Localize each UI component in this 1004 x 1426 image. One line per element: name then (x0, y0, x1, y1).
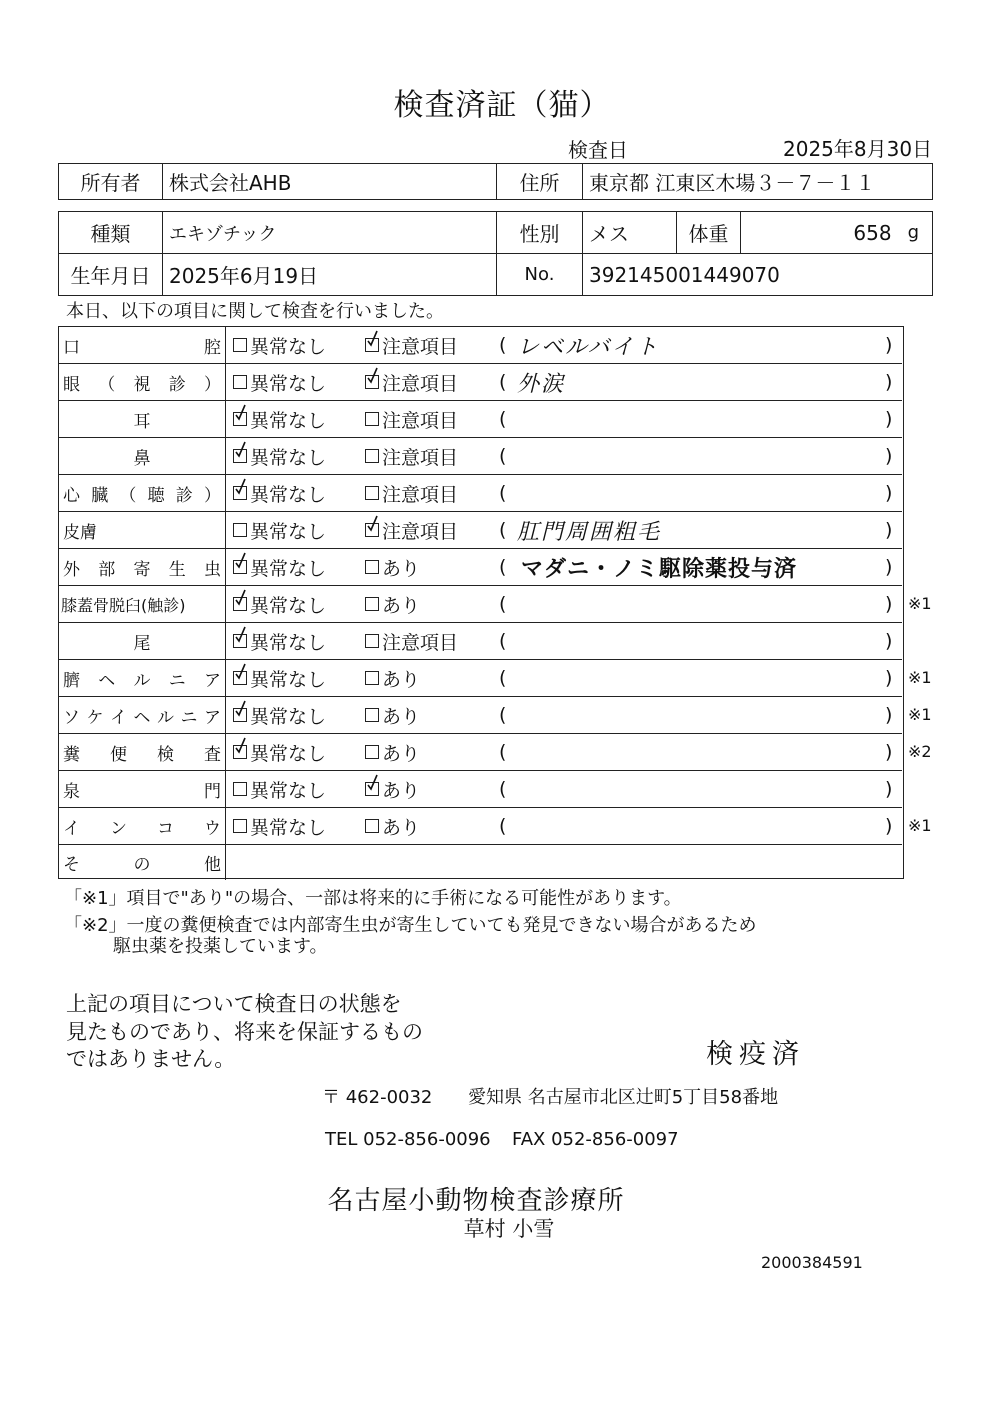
check-option-label: 異常なし (250, 446, 327, 469)
check-row-note: 肛門周囲粗毛 (517, 519, 662, 545)
check-option-2[interactable] (365, 364, 458, 400)
note-open-paren: ( (499, 704, 507, 726)
note-open-paren: ( (499, 593, 507, 615)
check-option-2[interactable] (365, 586, 420, 622)
check-row-label: 皮膚 (59, 512, 226, 548)
checkbox[interactable] (365, 634, 379, 648)
check-option-2[interactable] (365, 660, 420, 696)
note-close-paren: ) (885, 630, 893, 652)
checkbox[interactable] (233, 745, 247, 759)
check-option-label: あり (382, 557, 421, 580)
check-row-label: 糞 便 検 査 (59, 734, 226, 770)
check-row-note: 外涙 (517, 371, 566, 397)
serial-number: 2000384591 (761, 1253, 863, 1272)
row-footnote-mark: ※1 (908, 668, 932, 687)
owner-value: 株式会社AHB (163, 164, 497, 199)
check-row (59, 401, 902, 438)
check-option-label: 注意項目 (382, 409, 459, 432)
number-value: 392145001449070 (589, 262, 780, 287)
check-option-label: 異常なし (250, 779, 327, 802)
note-close-paren: ) (885, 741, 893, 763)
check-row-other (59, 845, 902, 880)
check-option-label: 異常なし (250, 705, 327, 728)
check-row (59, 660, 902, 697)
check-option-label: 異常なし (250, 668, 327, 691)
note-close-paren: ) (885, 704, 893, 726)
check-option-1[interactable] (233, 623, 326, 659)
row-footnote-mark: ※2 (908, 742, 932, 761)
checkbox[interactable] (233, 560, 247, 574)
note-close-paren: ) (885, 815, 893, 837)
weight-unit: g (907, 222, 919, 243)
sex-value: メス (583, 212, 677, 253)
check-table (58, 326, 904, 879)
check-row (59, 364, 902, 401)
quarantine-stamp: 検疫済 (706, 1039, 805, 1070)
note-open-paren: ( (499, 556, 507, 578)
check-option-1[interactable] (233, 697, 326, 733)
check-row-label: 眼 （ 視 診 ） (59, 364, 226, 400)
check-option-2[interactable] (365, 808, 420, 844)
weight-value: 658 g (853, 220, 919, 245)
check-option-2[interactable] (365, 438, 458, 474)
check-option-1[interactable] (233, 586, 326, 622)
check-option-label: あり (382, 742, 421, 765)
address-value: 東京都 江東区木場３－７－１１ (589, 171, 876, 195)
check-option-label: あり (382, 668, 421, 691)
check-row-label: そ の 他 (59, 845, 226, 880)
check-row (59, 697, 902, 734)
check-row-label: 口 腔 (59, 327, 226, 363)
check-row-label: 耳 (59, 401, 226, 437)
check-option-1[interactable] (233, 808, 326, 844)
check-option-1[interactable] (233, 401, 326, 437)
note-close-paren: ) (885, 519, 893, 541)
checkbox[interactable] (365, 819, 379, 833)
checkbox[interactable] (233, 634, 247, 648)
check-row (59, 734, 902, 771)
check-option-label: 注意項目 (382, 335, 459, 358)
checkbox[interactable] (365, 708, 379, 722)
clinic-name: 名古屋小動物検査診療所 (327, 1186, 625, 1216)
note-close-paren: ) (885, 408, 893, 430)
disclaimer-line-3: ではありません。 (66, 1047, 236, 1071)
note-open-paren: ( (499, 778, 507, 800)
check-row (59, 327, 902, 364)
check-option-1[interactable] (233, 438, 326, 474)
check-row-label: 膝蓋骨脱臼(触診) (59, 586, 226, 622)
checkbox[interactable] (233, 375, 247, 389)
check-option-1[interactable] (233, 660, 326, 696)
note-open-paren: ( (499, 741, 507, 763)
checkbox[interactable] (365, 671, 379, 685)
check-row-label: 外 部 寄 生 虫 (59, 549, 226, 585)
check-row (59, 771, 902, 808)
animal-table (58, 211, 933, 296)
checkbox[interactable] (233, 412, 247, 426)
checkbox[interactable] (233, 486, 247, 500)
checkbox[interactable] (365, 449, 379, 463)
checkbox[interactable] (365, 597, 379, 611)
check-option-1[interactable] (233, 327, 326, 363)
footnote-1: 「※1」項目で"あり"の場合、一部は将来的に手術になる可能性があります。 (64, 888, 682, 909)
weight-label: 体重 (677, 212, 741, 253)
check-option-2[interactable] (365, 475, 458, 511)
check-option-label: 異常なし (250, 631, 327, 654)
note-open-paren: ( (499, 371, 507, 393)
check-option-1[interactable] (233, 734, 326, 770)
check-option-2[interactable] (365, 512, 458, 548)
checkbox[interactable] (365, 375, 379, 389)
checkbox[interactable] (365, 523, 379, 537)
checkbox[interactable] (233, 671, 247, 685)
check-option-label: あり (382, 705, 421, 728)
check-option-1[interactable] (233, 475, 326, 511)
check-option-label: 異常なし (250, 409, 327, 432)
clinic-tel: TEL 052-856-0096 (325, 1129, 491, 1150)
note-open-paren: ( (499, 519, 507, 541)
check-option-2[interactable] (365, 327, 458, 363)
clinic-address: 愛知県 名古屋市北区辻町5丁目58番地 (468, 1087, 779, 1108)
veterinarian-name: 草村 小雪 (463, 1217, 555, 1241)
note-close-paren: ) (885, 778, 893, 800)
check-row (59, 586, 902, 623)
exam-date-value: 2025年8月30日 (783, 137, 933, 161)
check-option-label: 異常なし (250, 557, 327, 580)
disclaimer-line-2: 見たものであり、将来を保証するもの (66, 1020, 423, 1044)
check-option-label: 注意項目 (382, 446, 459, 469)
check-option-label: 注意項目 (382, 631, 459, 654)
note-open-paren: ( (499, 667, 507, 689)
check-option-label: 異常なし (250, 335, 327, 358)
address-label: 住所 (497, 164, 583, 199)
check-option-label: 異常なし (250, 594, 327, 617)
check-option-1[interactable] (233, 549, 326, 585)
check-row (59, 808, 902, 845)
checkbox[interactable] (233, 708, 247, 722)
note-close-paren: ) (885, 667, 893, 689)
checkbox[interactable] (233, 782, 247, 796)
check-row-label: 鼻 (59, 438, 226, 474)
check-option-label: 異常なし (250, 742, 327, 765)
checkbox[interactable] (233, 449, 247, 463)
checkbox[interactable] (365, 412, 379, 426)
checkbox[interactable] (365, 782, 379, 796)
check-option-label: 注意項目 (382, 520, 459, 543)
check-option-label: 異常なし (250, 483, 327, 506)
check-option-2[interactable] (365, 771, 420, 807)
note-open-paren: ( (499, 815, 507, 837)
owner-table (58, 163, 933, 200)
note-close-paren: ) (885, 334, 893, 356)
intro-text: 本日、以下の項目に関して検査を行いました。 (66, 301, 444, 322)
check-option-label: あり (382, 779, 421, 802)
check-option-1[interactable] (233, 512, 326, 548)
check-row-label: 心 臓 （ 聴 診 ） (59, 475, 226, 511)
note-close-paren: ) (885, 371, 893, 393)
checkbox[interactable] (365, 560, 379, 574)
check-option-label: 注意項目 (382, 372, 459, 395)
disclaimer-line-1: 上記の項目について検査日の状態を (66, 992, 402, 1016)
check-row (59, 512, 902, 549)
check-row (59, 475, 902, 512)
check-option-2[interactable] (365, 623, 458, 659)
checkbox[interactable] (365, 486, 379, 500)
note-close-paren: ) (885, 593, 893, 615)
note-open-paren: ( (499, 482, 507, 504)
check-row-note: マダニ・ノミ駆除薬投与済 (521, 556, 798, 582)
check-option-2[interactable] (365, 549, 420, 585)
note-open-paren: ( (499, 630, 507, 652)
checkbox[interactable] (365, 338, 379, 352)
note-open-paren: ( (499, 334, 507, 356)
check-row (59, 623, 902, 660)
owner-label: 所有者 (59, 164, 163, 199)
birthdate-value: 2025年6月19日 (163, 254, 497, 295)
check-row (59, 438, 902, 475)
checkbox[interactable] (233, 338, 247, 352)
check-row-label: ソ ケ イ ヘ ル ニ ア (59, 697, 226, 733)
note-open-paren: ( (499, 445, 507, 467)
note-open-paren: ( (499, 408, 507, 430)
checkbox[interactable] (365, 745, 379, 759)
check-option-label: 異常なし (250, 816, 327, 839)
check-option-label: 異常なし (250, 520, 327, 543)
check-row-label: 泉 門 (59, 771, 226, 807)
checkbox[interactable] (233, 597, 247, 611)
check-option-label: 注意項目 (382, 483, 459, 506)
postal-code: 〒 462-0032 (322, 1087, 433, 1108)
check-option-label: 異常なし (250, 372, 327, 395)
row-footnote-mark: ※1 (908, 816, 932, 835)
check-option-1[interactable] (233, 364, 326, 400)
animal-row-2 (59, 254, 932, 295)
animal-row-1 (59, 212, 932, 253)
check-row-label: 臍 ヘ ル ニ ア (59, 660, 226, 696)
check-option-2[interactable] (365, 401, 458, 437)
birthdate-label: 生年月日 (59, 254, 163, 295)
note-close-paren: ) (885, 482, 893, 504)
exam-date-label: 検査日 (568, 138, 628, 162)
check-option-2[interactable] (365, 697, 420, 733)
check-option-2[interactable] (365, 734, 420, 770)
checkbox[interactable] (233, 523, 247, 537)
species-value: エキゾチック (163, 212, 497, 253)
check-option-1[interactable] (233, 771, 326, 807)
row-footnote-mark: ※1 (908, 705, 932, 724)
document-title: 検査済証（猫） (393, 88, 611, 123)
footnote-2-line-1: 「※2」一度の糞便検査では内部寄生虫が寄生していても発見できない場合があるため (64, 915, 757, 936)
number-label: No. (497, 254, 583, 295)
note-close-paren: ) (885, 556, 893, 578)
footnote-2-line-2: 駆虫薬を投薬しています。 (113, 936, 328, 957)
species-label: 種類 (59, 212, 163, 253)
check-row-label: イ ン コ ウ (59, 808, 226, 844)
note-close-paren: ) (885, 445, 893, 467)
check-row (59, 549, 902, 586)
check-option-label: あり (382, 594, 421, 617)
check-option-label: あり (382, 816, 421, 839)
check-row-label: 尾 (59, 623, 226, 659)
check-row-note: レベルバイト (517, 334, 660, 360)
checkbox[interactable] (233, 819, 247, 833)
clinic-fax: FAX 052-856-0097 (512, 1129, 679, 1150)
row-footnote-mark: ※1 (908, 594, 932, 613)
sex-label: 性別 (497, 212, 583, 253)
